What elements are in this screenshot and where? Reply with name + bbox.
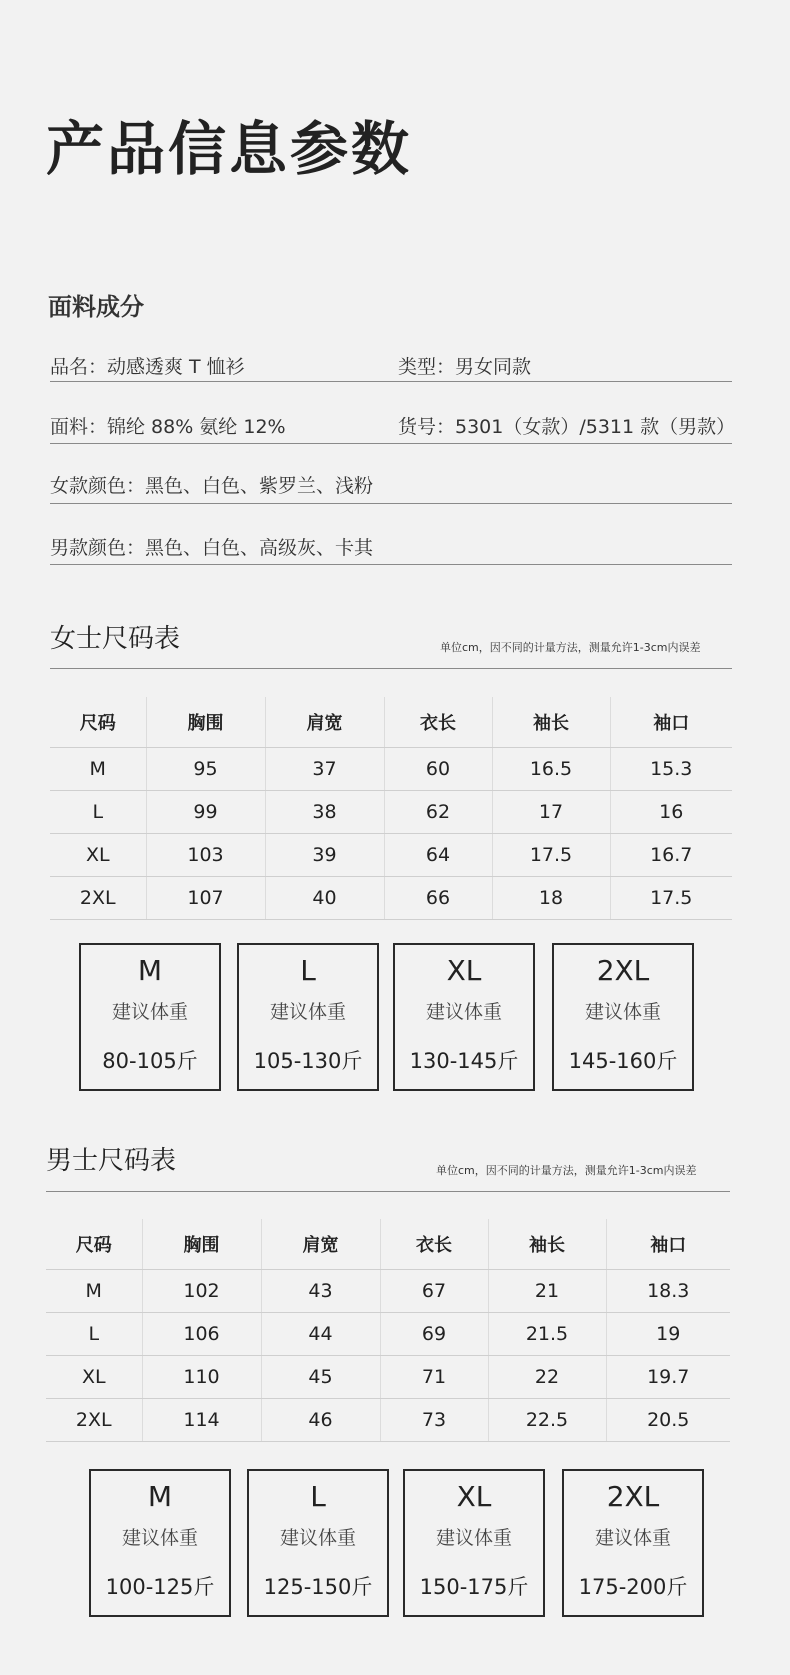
table-cell: 99 (146, 791, 265, 834)
weight-box-size: L (300, 954, 316, 987)
table-cell: 60 (384, 748, 492, 791)
table-cell: 16.5 (492, 748, 610, 791)
table-cell: 71 (380, 1356, 488, 1399)
weight-box-size: L (310, 1480, 326, 1513)
table-cell: 110 (142, 1356, 261, 1399)
table-cell: 95 (146, 748, 265, 791)
men-weight-box-m (89, 1469, 231, 1617)
header-cuff: 袖口 (610, 697, 732, 748)
table-row (50, 834, 732, 877)
item-number: 货号：5301（女款）/5311 款（男款） (398, 416, 736, 438)
table-cell: 22 (488, 1356, 606, 1399)
divider (50, 668, 732, 669)
fabric-section-heading: 面料成分 (48, 293, 144, 321)
table-cell: 21.5 (488, 1313, 606, 1356)
table-cell: 64 (384, 834, 492, 877)
table-cell: 69 (380, 1313, 488, 1356)
weight-box-label: 建议体重 (594, 1527, 671, 1549)
women-weight-box-2xl (552, 943, 694, 1091)
weight-box-label: 建议体重 (121, 1527, 198, 1549)
header-length: 衣长 (380, 1219, 488, 1270)
weight-box-size: M (137, 954, 163, 987)
fabric-composition: 面料：锦纶 88% 氨纶 12% (50, 416, 286, 438)
women-colors: 女款颜色：黑色、白色、紫罗兰、浅粉 (50, 475, 374, 497)
table-cell: 2XL (50, 877, 146, 920)
table-cell: M (46, 1270, 142, 1313)
header-cuff: 袖口 (606, 1219, 730, 1270)
table-cell: 44 (261, 1313, 380, 1356)
weight-box-label: 建议体重 (279, 1527, 356, 1549)
product-type: 类型：男女同款 (398, 356, 532, 378)
weight-box-size: M (147, 1480, 173, 1513)
table-cell: 114 (142, 1399, 261, 1442)
table-row (46, 1399, 730, 1442)
weight-box-range: 80-105斤 (102, 1049, 198, 1073)
divider (50, 381, 732, 382)
weight-box-size: 2XL (606, 1480, 660, 1513)
table-row (46, 1270, 730, 1313)
table-cell: 20.5 (606, 1399, 730, 1442)
table-cell: 16.7 (610, 834, 732, 877)
women-size-heading: 女士尺码表 (50, 624, 181, 654)
table-cell: 15.3 (610, 748, 732, 791)
weight-box-range: 145-160斤 (568, 1049, 678, 1073)
men-colors: 男款颜色：黑色、白色、高级灰、卡其 (50, 537, 374, 559)
table-cell: 106 (142, 1313, 261, 1356)
weight-box-label: 建议体重 (584, 1001, 661, 1023)
divider (50, 564, 732, 565)
women-weight-box-m (79, 943, 221, 1091)
table-cell: 67 (380, 1270, 488, 1313)
weight-box-label: 建议体重 (435, 1527, 512, 1549)
divider (50, 443, 732, 444)
header-shoulder: 肩宽 (261, 1219, 380, 1270)
table-cell: 37 (265, 748, 384, 791)
table-row (50, 748, 732, 791)
header-chest: 胸围 (146, 697, 265, 748)
weight-box-range: 150-175斤 (419, 1575, 529, 1599)
weight-box-range: 175-200斤 (578, 1575, 688, 1599)
table-cell: 21 (488, 1270, 606, 1313)
table-cell: 17 (492, 791, 610, 834)
header-length: 衣长 (384, 697, 492, 748)
product-name: 品名：动感透爽 T 恤衫 (50, 356, 245, 378)
women-size-table (50, 697, 732, 920)
women-weight-box-l (237, 943, 379, 1091)
men-unit-note: 单位cm，因不同的计量方法，测量允许1-3cm内误差 (436, 1164, 697, 1177)
table-cell: M (50, 748, 146, 791)
table-row (50, 791, 732, 834)
women-unit-note: 单位cm，因不同的计量方法，测量允许1-3cm内误差 (440, 641, 701, 654)
table-cell: 2XL (46, 1399, 142, 1442)
men-weight-box-2xl (562, 1469, 704, 1617)
table-cell: 17.5 (610, 877, 732, 920)
table-header-row (46, 1219, 730, 1270)
table-cell: 46 (261, 1399, 380, 1442)
header-sleeve: 袖长 (492, 697, 610, 748)
table-cell: 18.3 (606, 1270, 730, 1313)
header-size: 尺码 (46, 1219, 142, 1270)
weight-box-range: 125-150斤 (263, 1575, 373, 1599)
table-cell: 18 (492, 877, 610, 920)
table-cell: 66 (384, 877, 492, 920)
table-cell: 103 (146, 834, 265, 877)
table-cell: 16 (610, 791, 732, 834)
weight-box-range: 100-125斤 (105, 1575, 215, 1599)
weight-box-size: 2XL (596, 954, 650, 987)
header-size: 尺码 (50, 697, 146, 748)
table-cell: 43 (261, 1270, 380, 1313)
table-cell: 22.5 (488, 1399, 606, 1442)
table-cell: 19 (606, 1313, 730, 1356)
table-cell: L (46, 1313, 142, 1356)
weight-box-label: 建议体重 (425, 1001, 502, 1023)
weight-box-size: XL (456, 1480, 492, 1513)
table-cell: 102 (142, 1270, 261, 1313)
table-cell: XL (50, 834, 146, 877)
weight-box-range: 130-145斤 (409, 1049, 519, 1073)
men-weight-box-l (247, 1469, 389, 1617)
table-cell: 17.5 (492, 834, 610, 877)
header-shoulder: 肩宽 (265, 697, 384, 748)
table-cell: 62 (384, 791, 492, 834)
table-cell: 39 (265, 834, 384, 877)
table-cell: 19.7 (606, 1356, 730, 1399)
header-sleeve: 袖长 (488, 1219, 606, 1270)
weight-box-size: XL (446, 954, 482, 987)
table-row (46, 1313, 730, 1356)
table-cell: 45 (261, 1356, 380, 1399)
header-chest: 胸围 (142, 1219, 261, 1270)
table-row (46, 1356, 730, 1399)
table-cell: 38 (265, 791, 384, 834)
men-size-heading: 男士尺码表 (46, 1146, 177, 1176)
weight-box-range: 105-130斤 (253, 1049, 363, 1073)
table-cell: 73 (380, 1399, 488, 1442)
table-row (50, 877, 732, 920)
men-weight-box-xl (403, 1469, 545, 1617)
page-title: 产品信息参数 (46, 115, 413, 183)
men-size-table (46, 1219, 730, 1442)
divider (50, 503, 732, 504)
divider (46, 1191, 730, 1192)
women-weight-box-xl (393, 943, 535, 1091)
weight-box-label: 建议体重 (111, 1001, 188, 1023)
weight-box-label: 建议体重 (269, 1001, 346, 1023)
table-cell: XL (46, 1356, 142, 1399)
table-cell: 40 (265, 877, 384, 920)
table-header-row (50, 697, 732, 748)
table-cell: L (50, 791, 146, 834)
table-cell: 107 (146, 877, 265, 920)
